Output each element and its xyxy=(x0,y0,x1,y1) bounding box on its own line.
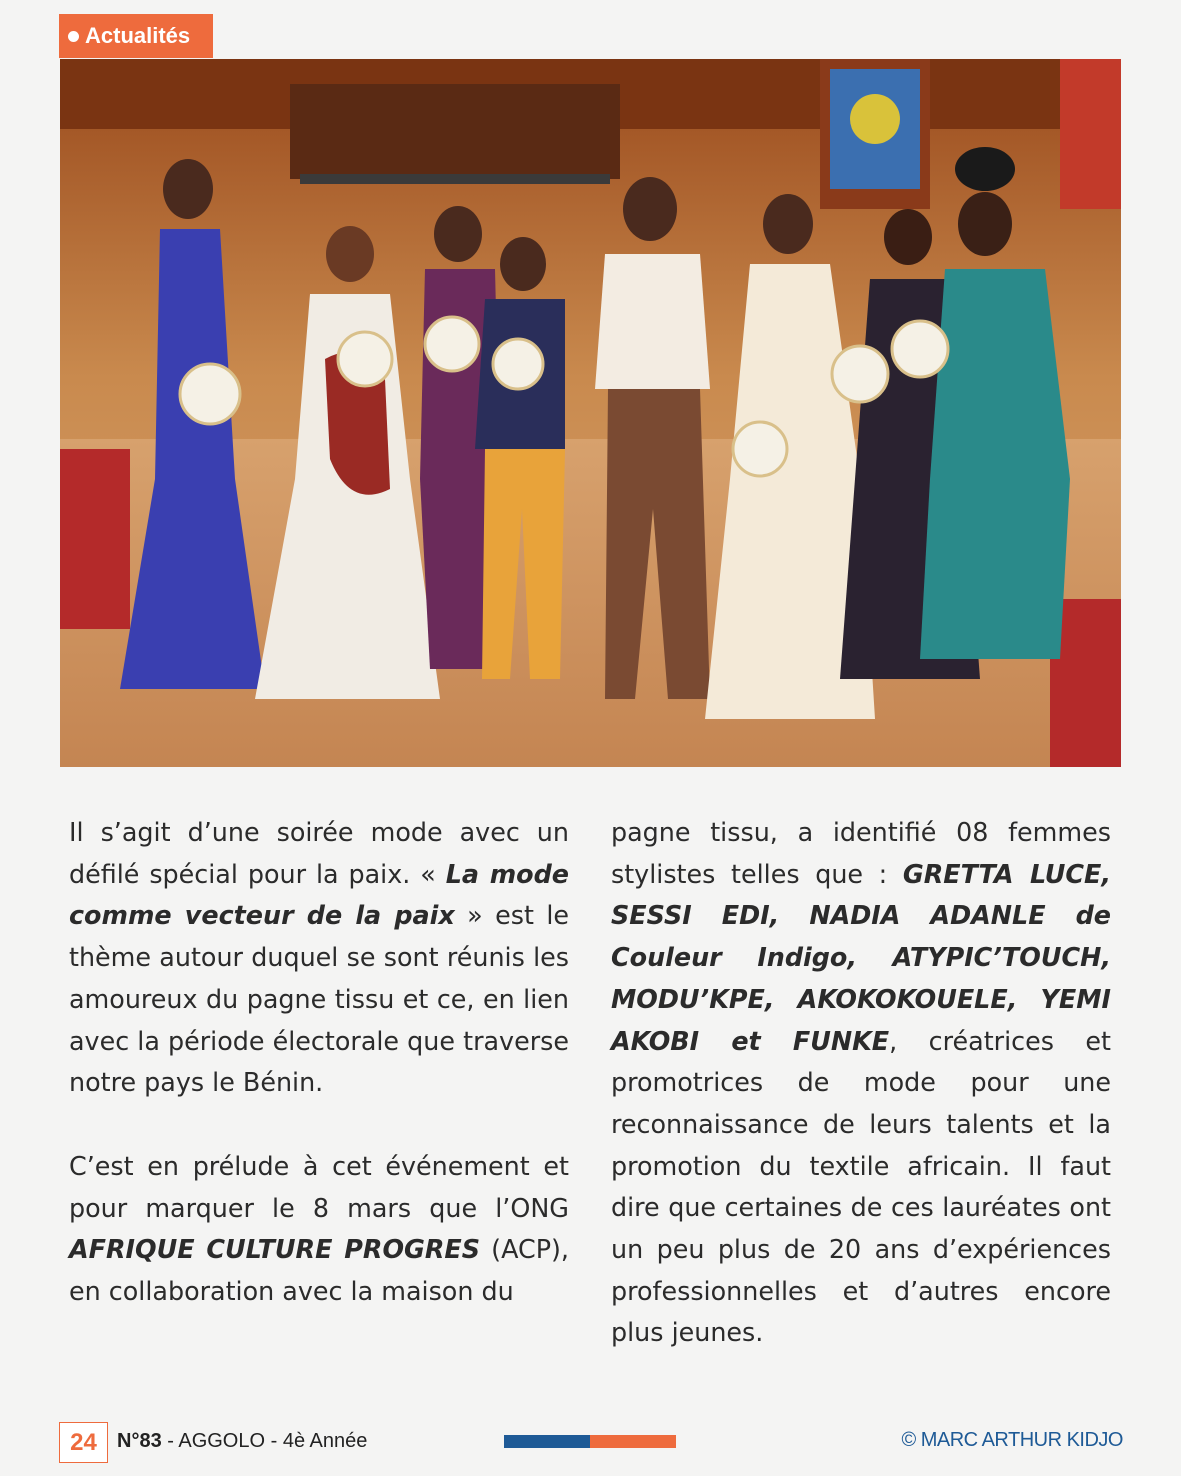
paragraph-laureates-text-b: , créatrices et promotrices de mode pour une reconnaissance de leurs talents et la promotion du textile africain. Il faut dire que certaines de ces lauréates ont un peu plus de 20 ans d’expériences professionnelles et d’autres encore plus jeunes. xyxy=(611,1025,1111,1348)
event-photo xyxy=(60,59,1121,767)
bullet-icon xyxy=(68,31,79,42)
paragraph-ong xyxy=(69,1146,569,1313)
section-tag xyxy=(59,14,213,58)
event-theme: La mode comme vecteur de la paix xyxy=(69,858,570,931)
paragraph-laureates-text-a: pagne tissu, a identifié 08 femmes stylistes telles que : xyxy=(611,817,1111,889)
paragraph-laureates xyxy=(611,812,1111,1354)
ong-name: AFRIQUE CULTURE PROGRES xyxy=(69,1234,481,1265)
paragraph-intro-text-b: » est le thème autour duquel se sont réunis les amoureux du pagne tissu et ce, en lien avec la période électorale que traverse notre pays le Bénin. xyxy=(69,900,569,1098)
decorative-bar-blue xyxy=(504,1435,590,1448)
section-tag-label: Actualités xyxy=(85,23,191,48)
article-column-right xyxy=(611,812,1111,1354)
photo-illustration xyxy=(60,59,1121,767)
magazine-name: - AGGOLO - 4è Année xyxy=(161,1430,368,1452)
issue-info xyxy=(117,1430,367,1453)
issue-number: N°83 xyxy=(117,1430,162,1452)
decorative-bar-orange xyxy=(590,1435,676,1448)
article-column-left xyxy=(69,812,569,1313)
paragraph-intro-text-a: Il s’agit d’une soirée mode avec un défilé spécial pour la paix. « xyxy=(69,817,569,889)
paragraph-ong-text-a: C’est en prélude à cet événement et pour marquer le 8 mars que l’ONG xyxy=(69,1150,569,1223)
photo-credit: © MARC ARTHUR KIDJO xyxy=(901,1429,1123,1451)
page-number: 24 xyxy=(59,1422,108,1463)
paragraph-ong-text-b: (ACP), en collaboration avec la maison du xyxy=(69,1234,570,1307)
stylist-names: GRETTA LUCE, SESSI EDI, NADIA ADANLE de Couleur Indigo, ATYPIC’TOUCH, MODU’KPE, AKOKOKOUELE, YEMI AKOBI et FUNKE xyxy=(611,858,1111,1056)
paragraph-intro xyxy=(69,812,569,1104)
